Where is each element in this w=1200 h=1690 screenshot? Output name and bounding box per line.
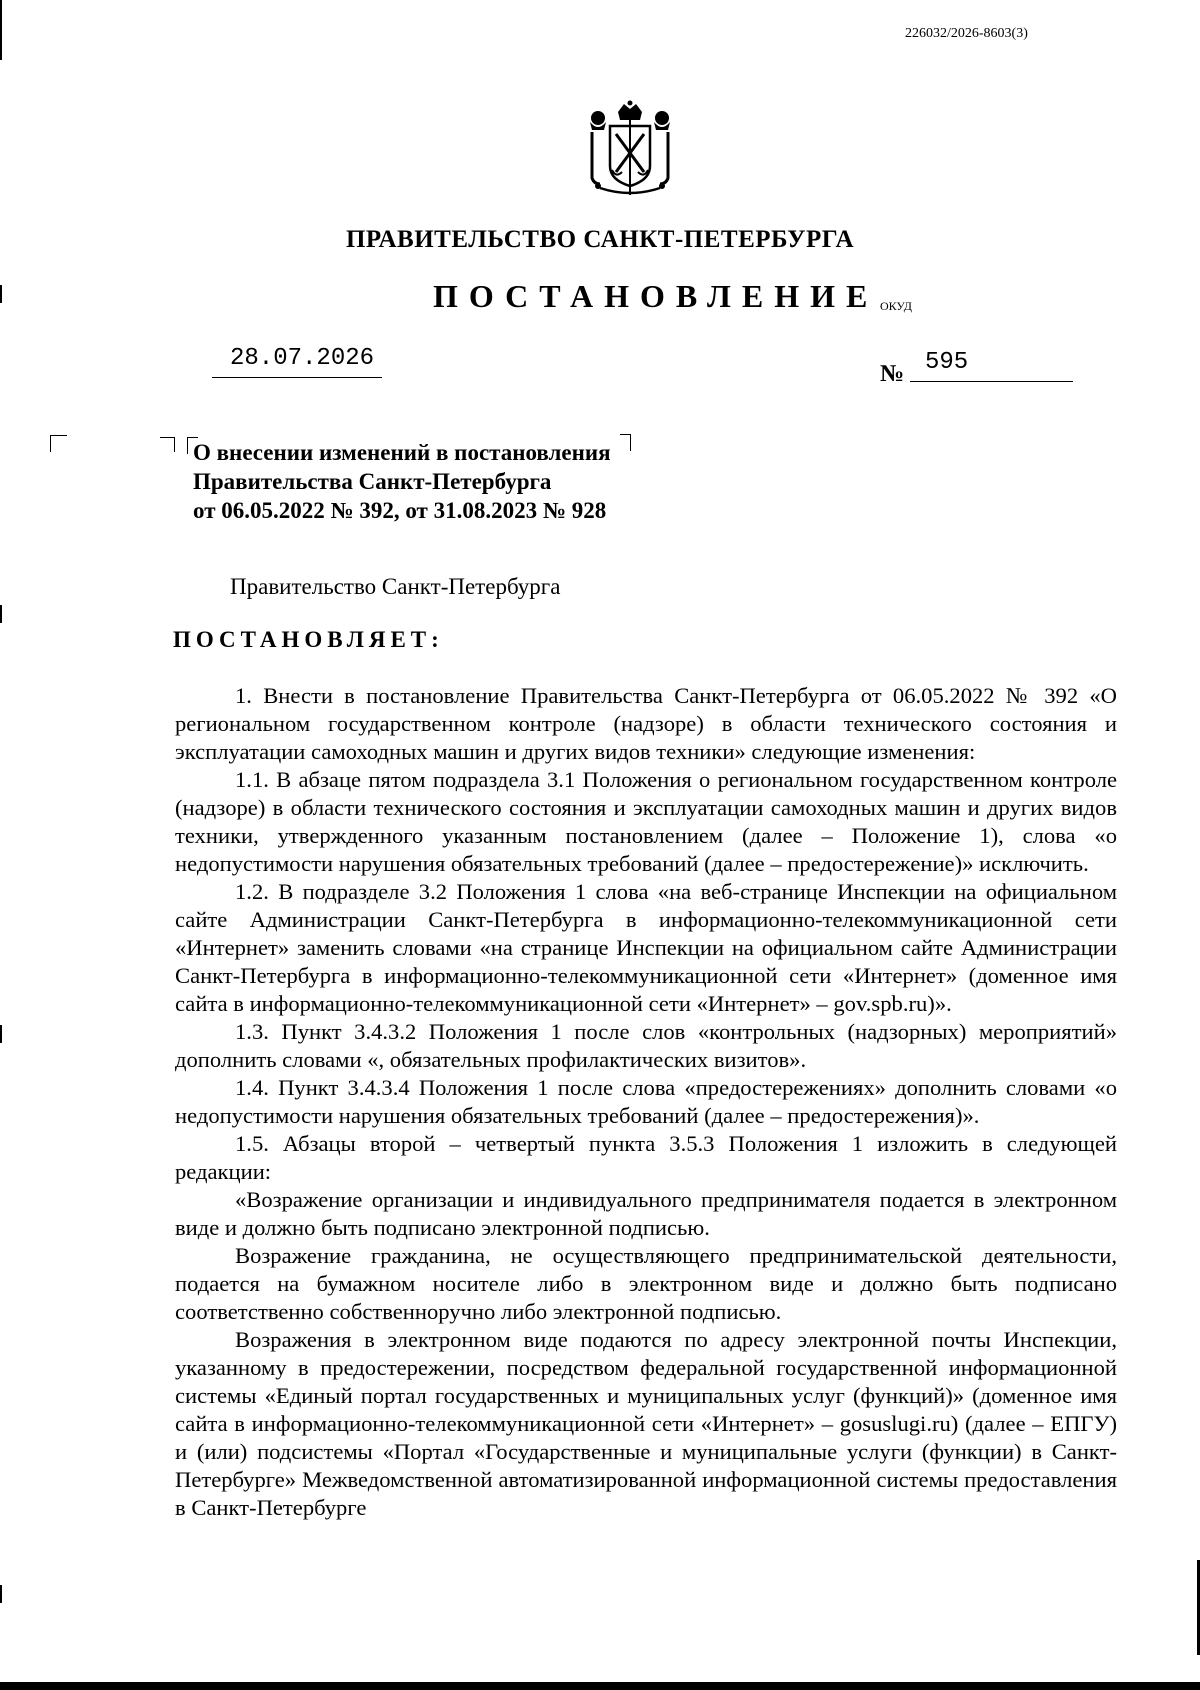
body-paragraph: 1.4. Пункт 3.4.3.4 Положения 1 после слова «предостережениях» дополнить словами «о недопустимости нарушения обязательных требований (далее – предостережения)».	[175, 1075, 1117, 1128]
corner-mark	[50, 435, 67, 452]
number-sign: №	[880, 361, 905, 387]
body-paragraph: 1. Внести в постановление Правительства Санкт-Петербурга от 06.05.2022 № 392 «О региональном государственном контроле (надзоре) в области технического состояния и эксплуатации самоходных машин и других видов техники» следующие изменения:	[175, 683, 1117, 764]
document-body	[175, 682, 1117, 1522]
scan-mark	[0, 605, 2, 623]
scan-edge-bottom	[0, 1682, 1200, 1690]
corner-mark	[620, 434, 631, 451]
scan-mark	[0, 1025, 2, 1043]
subject-line: от 06.05.2022 № 392, от 31.08.2023 № 928	[193, 498, 607, 523]
body-paragraph: Возражение гражданина, не осуществляющего предпринимательской деятельности, подается на бумажном носителе либо в электронном виде и должно быть подписано соответственно собственноручно либо электронной подписью.	[175, 1243, 1117, 1324]
subject-line: Правительства Санкт-Петербурга	[193, 469, 552, 494]
body-paragraph: «Возражение организации и индивидуального предпринимателя подается в электронном виде и должно быть подписано электронной подписью.	[175, 1187, 1117, 1240]
okud-label: ОКУД	[880, 299, 912, 313]
issuer: Правительство Санкт-Петербурга	[230, 574, 561, 599]
body-paragraph: 1.5. Абзацы второй – четвертый пункта 3.5.3 Положения 1 изложить в следующей редакции:	[175, 1131, 1117, 1184]
body-paragraph: Возражения в электронном виде подаются по адресу электронной почты Инспекции, указанному в предостережении, посредством федеральной государственной информационной системы «Единый портал государственных и муниципальных услуг (функций)» (доменное имя сайта в информационно-телекоммуникационной сети «Интернет» – gosuslugi.ru) (далее – ЕПГУ) и (или) подсистемы «Портал «Государственные и муниципальные услуги (функции) в Санкт-Петербурге» Межведомственной автоматизированной информационной системы предоставления в Санкт-Петербурге	[175, 1327, 1117, 1520]
body-paragraph: 1.2. В подразделе 3.2 Положения 1 слова «на веб-странице Инспекции на официальном сайте Администрации Санкт-Петербурга в информационно-телекоммуникационной сети «Интернет» заменить словами «на странице Инспекции на официальном сайте Администрации Санкт-Петербурга в информационно-телекоммуникационной сети «Интернет» (доменное имя сайта в информационно-телекоммуникационной сети «Интернет» – gov.spb.ru)».	[175, 879, 1117, 1016]
scan-mark	[0, 285, 2, 303]
number-underline	[910, 381, 1073, 382]
subject-line: О внесении изменений в постановления	[193, 440, 611, 465]
document-number: 595	[925, 349, 969, 376]
saint-petersburg-coat-of-arms-icon	[580, 100, 680, 200]
scan-edge-left	[0, 0, 2, 60]
document-date: 28.07.2026	[230, 345, 375, 372]
document-type-title: ПОСТАНОВЛЕНИЕ	[433, 278, 879, 314]
body-paragraph: 1.1. В абзаце пятом подраздела 3.1 Положения о региональном государственном контроле (надзоре) в области технического состояния и эксплуатации самоходных машин и других видов техники, утвержденного указанным постановлением (далее – Положение 1), слова «о недопустимости нарушения обязательных требований (далее – предостережение)» исключить.	[175, 767, 1117, 876]
decrees-heading: ПОСТАНОВЛЯЕТ:	[173, 627, 444, 652]
document-subject	[193, 438, 611, 525]
corner-mark	[160, 437, 175, 452]
registration-number: 226032/2026-8603(3)	[905, 26, 1028, 41]
body-paragraph: 1.3. Пункт 3.4.3.2 Положения 1 после слов «контрольных (надзорных) мероприятий» дополнить словами «, обязательных профилактических визитов».	[175, 1019, 1117, 1072]
date-underline	[212, 377, 382, 378]
government-title: ПРАВИТЕЛЬСТВО САНКТ-ПЕТЕРБУРГА	[345, 226, 855, 253]
scan-mark	[0, 1585, 2, 1603]
